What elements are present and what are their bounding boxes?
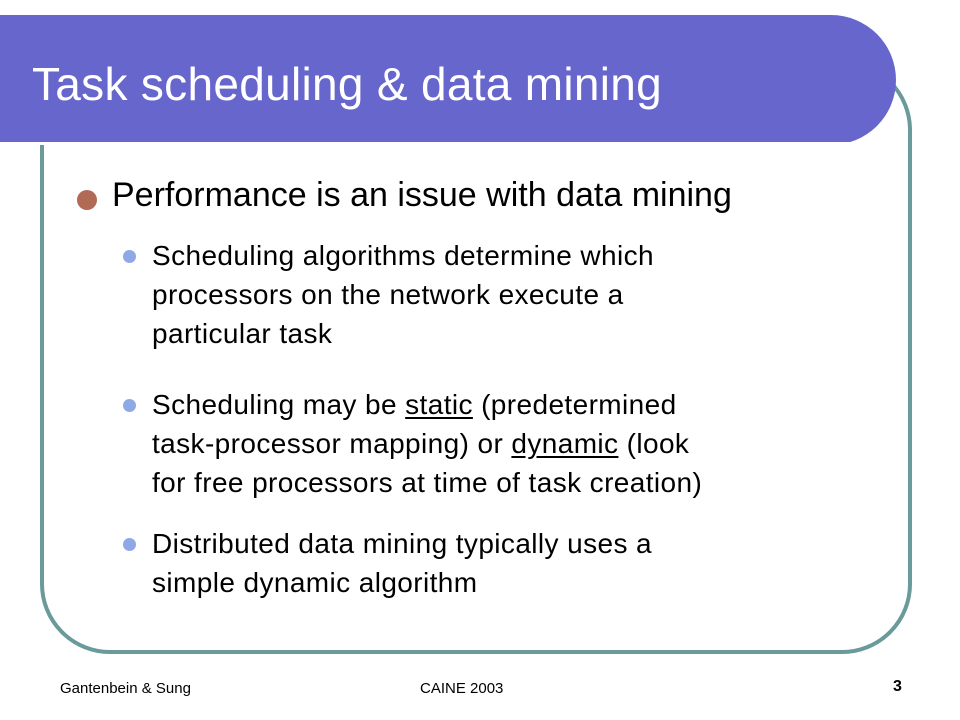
sub-bullet-3 [152,524,872,602]
bullet-dot-icon [77,190,97,210]
dynamic-term: dynamic [511,428,619,459]
sub-bullet-dot-icon [123,399,136,412]
sub-bullet-dot-icon [123,250,136,263]
sub-bullet-3-line: Distributed data mining typically uses a [152,528,653,559]
sub-bullet-1-line: Scheduling algorithms determine which [152,240,654,271]
text-span: (predetermined [472,389,677,420]
slide-title: Task scheduling & data mining [32,58,663,110]
sub-bullet-2-line [152,385,872,424]
sub-bullet-2-line: for free processors at time of task creation) [152,467,703,498]
sub-bullet-2-line [152,424,872,463]
sub-bullet-3-line: simple dynamic algorithm [152,567,478,598]
text-span: Scheduling may be [152,389,406,420]
static-term: static [405,389,473,420]
footer-authors: Gantenbein & Sung [60,680,191,697]
sub-bullet-1-line: processors on the network execute a [152,279,624,310]
sub-bullet-1-line: particular task [152,318,333,349]
text-span: (look [618,428,690,459]
sub-bullet-2 [152,385,872,502]
sub-bullet-1 [152,236,872,353]
text-span: task-processor mapping) or [152,428,512,459]
sub-bullet-dot-icon [123,538,136,551]
main-bullet: Performance is an issue with data mining [112,176,732,214]
footer-conference: CAINE 2003 [420,680,504,697]
slide-number: 3 [893,678,902,695]
